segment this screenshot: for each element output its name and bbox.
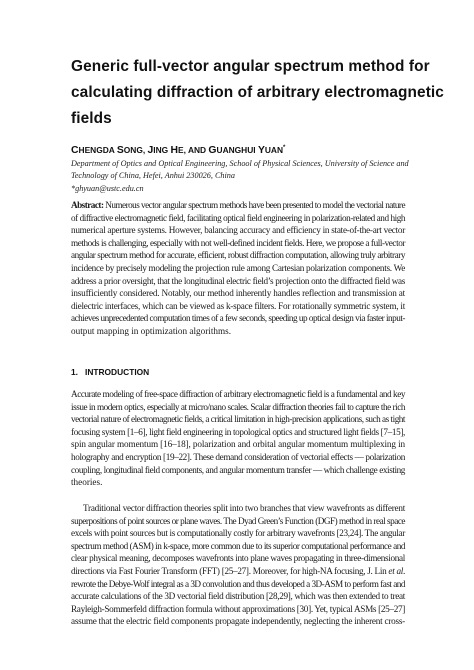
author-text: ONG, (123, 145, 148, 155)
body-line: clear physical meaning, decomposes wavefronts into plane waves propagating in three-dimensional (71, 553, 405, 564)
body-line: theories. (71, 477, 103, 488)
intro-paragraph-2 (71, 502, 405, 628)
intro-paragraph-1 (71, 388, 405, 489)
abstract-line: of diffractive electromagnetic field, facilitating optical field engineering in polarization-related and high (71, 212, 405, 223)
author-text: ING (153, 145, 171, 155)
body-line: issue in modern optics, especially at micro/nano scales. Scalar diffraction theories fail to capture the rich (71, 401, 406, 412)
body-italic-text: et al (388, 565, 404, 576)
body-line: Accurate modeling of free-space diffraction of arbitrary electromagnetic field is a fundamental and key (71, 389, 405, 399)
section-number: 1. (71, 367, 78, 377)
abstract-line: angular spectrum method for accurate, efficient, robust diffraction computation, allowing truly arbitrary (71, 250, 405, 261)
abstract-line: dielectric interfaces, which can be viewed as k-space filters. For rotationally symmetric system, it (71, 300, 405, 311)
affiliation-line: Department of Optics and Optical Engineering, School of Physical Sciences, University of Science and (71, 159, 409, 168)
body-line: Rayleigh-Sommerfeld diffraction formula without approximations [30]. Yet, typical ASMs [25–27] (71, 603, 405, 614)
body-line: superpositions of point sources or plane waves. The Dyad Green’s Function (DGF) method in real space (71, 515, 405, 526)
body-line: rewrote the Debye-Wolf integral as a 3D convolution and thus developed a 3D-ASM to perform fast and (71, 578, 405, 589)
author-text: Y (257, 145, 265, 156)
author-text: J (147, 145, 154, 156)
body-line: focusing system [1–6], light field engineering in topological optics and structured light fields [7–15], (71, 426, 405, 437)
author-text: C (71, 145, 79, 156)
author-text: G (208, 145, 217, 156)
author-text: S (116, 145, 124, 156)
title-line: calculating diffraction of arbitrary electromagnetic (71, 84, 444, 101)
abstract-line: methods is challenging, especially with not well-defined incident fields. Here, we propose a full-vector (71, 237, 405, 248)
author-list (71, 145, 285, 156)
body-line: Traditional vector diffraction theories split into two branches that view wavefronts as different (83, 503, 405, 513)
abstract-line: Numerous vector angular spectrum methods have been presented to model the vectorial nature (103, 200, 405, 210)
abstract-line: address a prior oversight, that the longitudinal electric field’s projection onto the diffracted field was (71, 275, 405, 286)
body-line (71, 565, 405, 578)
section-title: INTRODUCTION (85, 367, 150, 377)
paper-title (71, 54, 444, 132)
author-text: UAN (264, 145, 284, 155)
title-line: fields (71, 110, 112, 127)
body-line: coupling, longitudinal field components, and angular momentum transfer — which challenge existing (71, 464, 405, 475)
abstract-line: numerical aperture systems. However, balancing accuracy and efficiency in state-of-the-art vector (71, 225, 405, 236)
body-line: excels with point sources but is computationally costly for arbitrary wavefronts [23,24]. The angular (71, 528, 405, 539)
abstract-line: output mapping in optimization algorithms. (71, 325, 232, 336)
author-text: UANGHUI (216, 145, 258, 155)
body-line: holography and encryption [19–22]. These demand consideration of vectorial effects — polarization (71, 451, 405, 462)
title-line: Generic full-vector angular spectrum method for (71, 58, 430, 75)
abstract (71, 199, 405, 338)
abstract-line: achieves unprecedented computation times of a few seconds, speeding up optical design via faster input- (71, 313, 405, 324)
affiliation-line: Technology of China, Hefei, Anhui 230026, China (71, 171, 235, 181)
author-text: HENGDA (78, 145, 117, 155)
body-text: directions via Fast Fourier Transform (FFT) [25–27]. Moreover, for high-NA focusing, J. Lin (71, 565, 389, 576)
body-text: . (403, 565, 406, 576)
abstract-line: incidence by precisely modeling the projection rule among Cartesian polarization components. We (71, 262, 405, 273)
author-text: E, AND (178, 145, 209, 155)
body-line: accurate calculations of the 3D vectorial field distribution [28,29], which was then extended to treat (71, 591, 405, 602)
abstract-line: insufficiently considered. Notably, our method inherently handles reflection and transmission at (71, 288, 405, 299)
body-line: spin angular momentum [16–18], polarization and orbital angular momentum multiplexing in (71, 439, 405, 450)
contact-email[interactable]: *ghyuan@ustc.edu.cn (71, 183, 144, 193)
affiliation (71, 158, 409, 195)
abstract-label: Abstract: (71, 200, 104, 210)
body-line: vectorial nature of electromagnetic fields, a critical limitation in high-precision applications, such as tight (71, 414, 405, 425)
corresponding-author-mark: * (283, 145, 286, 152)
section-heading (71, 367, 149, 377)
author-text: H (170, 145, 179, 156)
body-line: spectrum method (ASM) in k-space, more common due to its superior computational performance and (71, 540, 405, 551)
body-line: assume that the electric field components propagate independently, neglecting the inherent cross- (71, 616, 406, 627)
